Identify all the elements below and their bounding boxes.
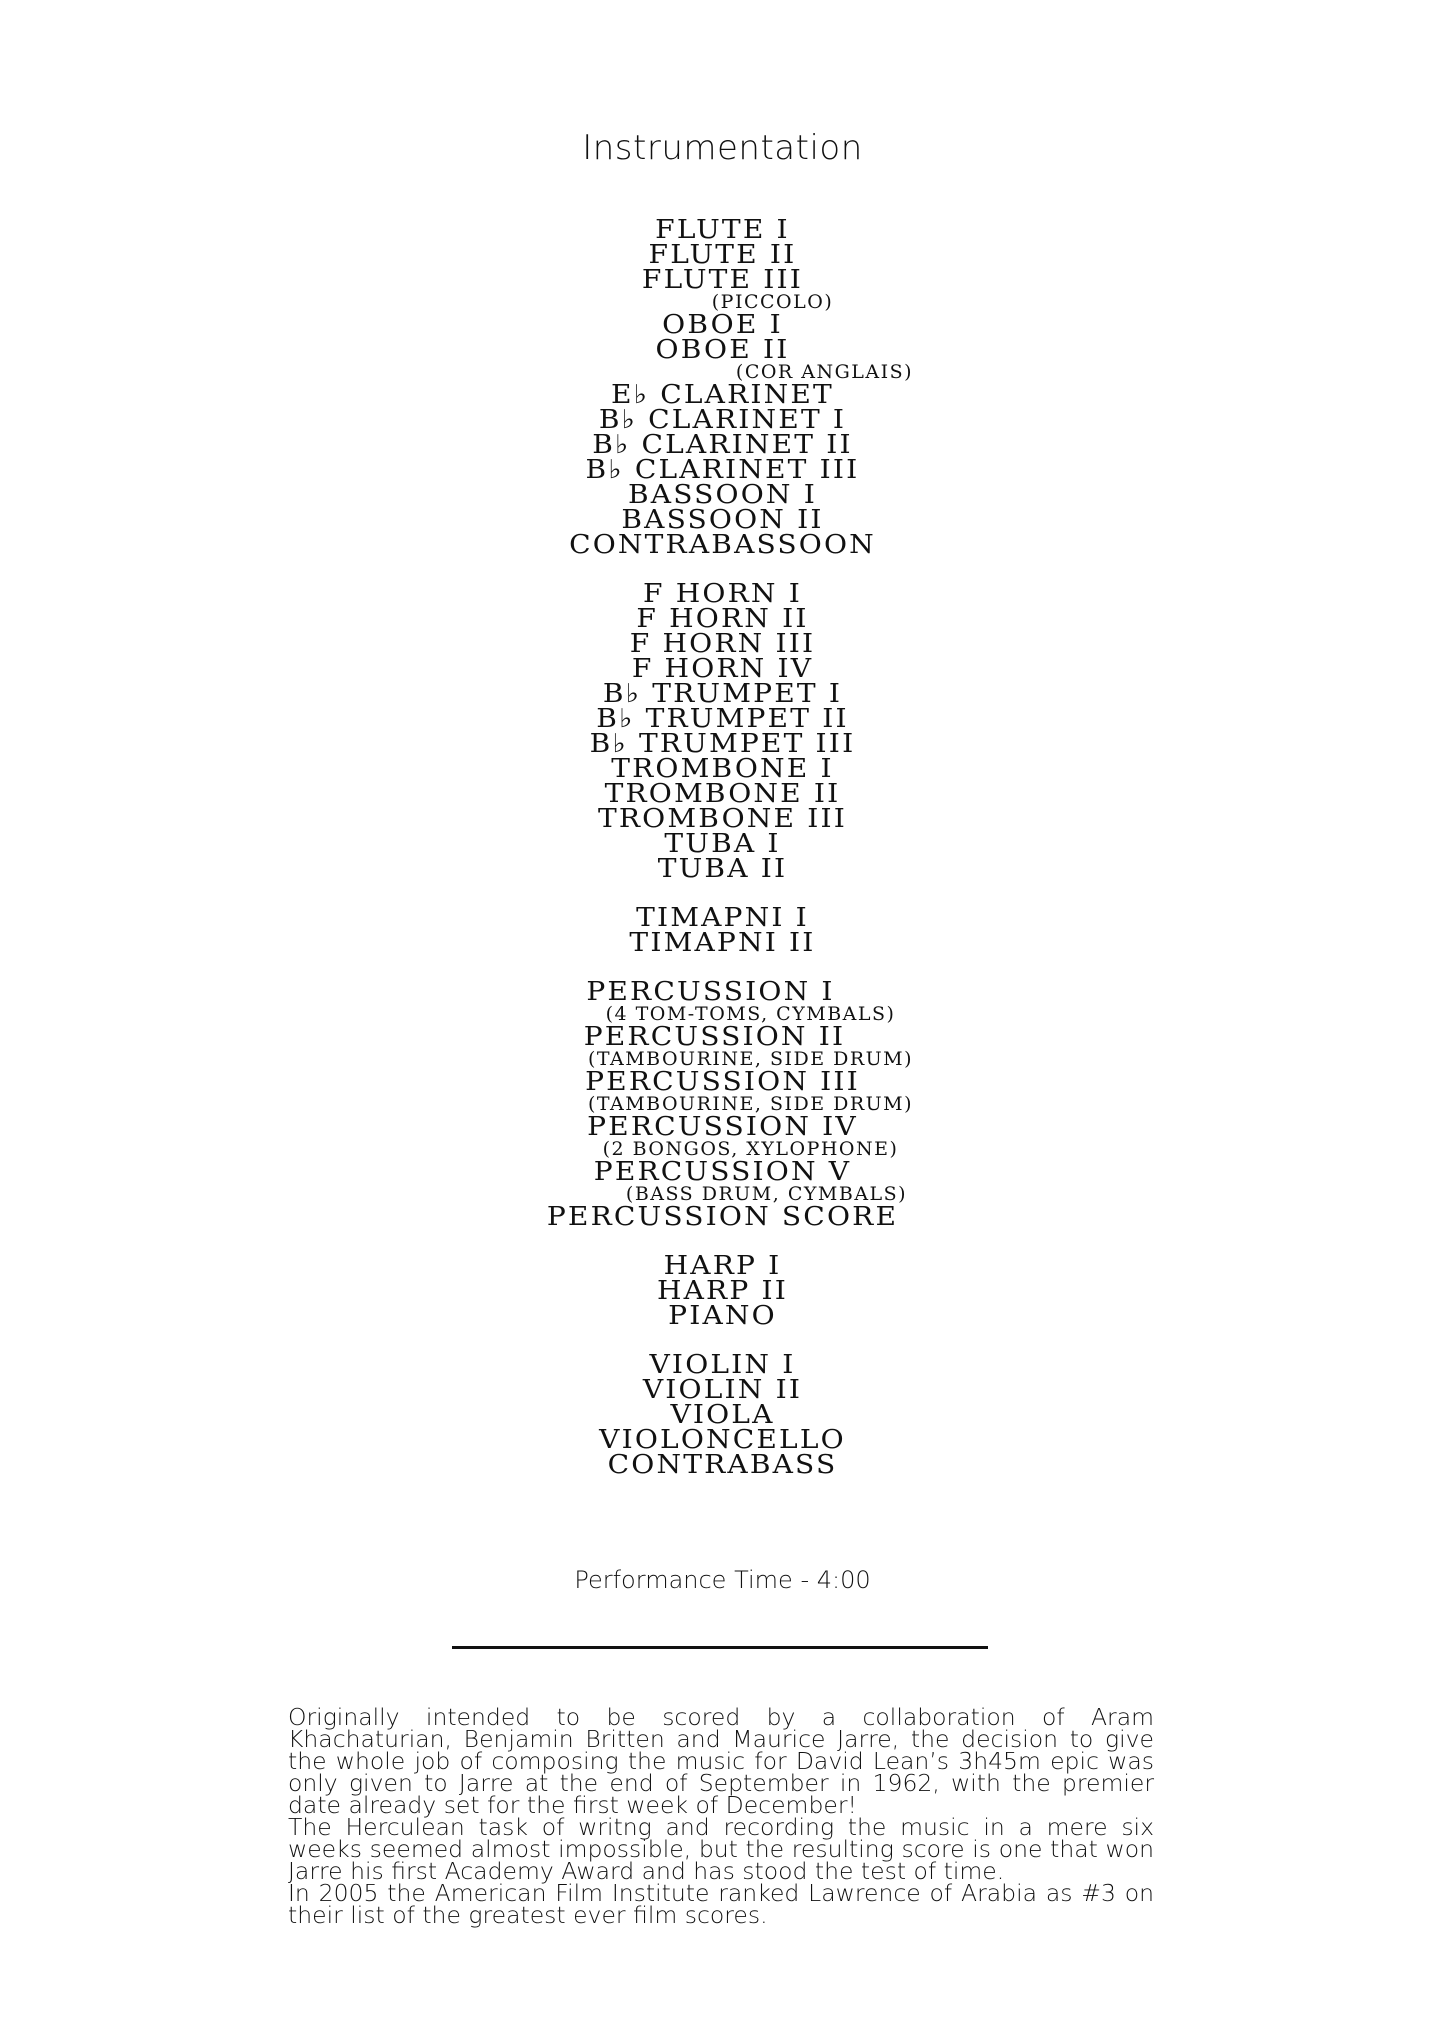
instrument-name: VIOLIN I (649, 1350, 796, 1380)
instrument-name: PERCUSSION III (585, 1067, 860, 1097)
instrument-note: (TAMBOURINE, SIDE DRUM) (587, 1048, 914, 1070)
divider-rule (452, 1646, 988, 1649)
instrument-note: (4 TOM-TOMS, CYMBALS) (605, 1003, 896, 1025)
instrument-name: B♭ CLARINET II (592, 430, 853, 460)
instrument-name: BASSOON I (628, 480, 817, 510)
notes-paragraph: Originally intended to be scored by a collaboration of Aram Khachaturian, Benjamin Britten and Maurice Jarre, the decision to give the whole job of composing the music for David Lean’s 3h45m epic was only given to Jarre at the end of September in 1962, with the premier date already set for the first week of December! (288, 1703, 1154, 1819)
notes-paragraph: In 2005 the American Film Institute ranked Lawrence of Arabia as #3 on their list of the greatest ever film scores. (288, 1879, 1154, 1929)
instrument-name: TROMBONE II (604, 779, 841, 809)
instrument-list (0, 215, 1445, 1480)
instrument-name: HARP II (656, 1276, 789, 1306)
instrument-name: TROMBONE I (611, 754, 834, 784)
instrument-name: PERCUSSION IV (587, 1112, 858, 1142)
instrument-name: CONTRABASS (607, 1450, 838, 1480)
instrument-name: B♭ CLARINET I (598, 405, 847, 435)
instrument-note: (PICCOLO) (711, 291, 834, 313)
instrument-name: B♭ TRUMPET I (602, 679, 843, 709)
instrument-note: (BASS DRUM, CYMBALS) (625, 1183, 908, 1205)
instrument-name: OBOE II (655, 335, 790, 365)
instrument-name: B♭ TRUMPET II (596, 704, 849, 734)
instrument-name: TIMAPNI I (636, 903, 809, 933)
instrument-name: PERCUSSION V (593, 1157, 852, 1187)
instrument-note: (TAMBOURINE, SIDE DRUM) (587, 1093, 914, 1115)
notes-paragraph: The Herculean task of writng and recording the music in a mere six weeks seemed almost impossible, but the resulting score is one that won Jarre his first Academy Award and has stood the test of time. (288, 1813, 1154, 1885)
instrument-name: BASSOON II (621, 505, 824, 535)
instrument-name: F HORN IV (631, 654, 814, 684)
instrument-name: CONTRABASSOON (569, 530, 876, 560)
program-notes (288, 1703, 1154, 1929)
instrument-name: PERCUSSION SCORE (546, 1202, 899, 1232)
instrument-name: PIANO (668, 1301, 777, 1331)
instrument-name: B♭ CLARINET III (585, 455, 860, 485)
instrument-name: F HORN II (636, 604, 809, 634)
instrument-name: TROMBONE III (597, 804, 848, 834)
instrument-name: VIOLIN II (642, 1375, 803, 1405)
instrument-name: B♭ TRUMPET III (589, 729, 856, 759)
performance-time: Performance Time - 4:00 (574, 1566, 871, 1594)
instrument-name: TUBA II (657, 854, 788, 884)
instrument-name: FLUTE III (641, 265, 804, 295)
instrument-note: (2 BONGOS, XYLOPHONE) (602, 1138, 899, 1160)
instrument-name: FLUTE I (655, 215, 790, 245)
instrument-name: TIMAPNI II (629, 928, 816, 958)
instrument-name: OBOE I (662, 310, 783, 340)
instrument-note: (COR ANGLAIS) (735, 361, 914, 383)
instrument-name: E♭ CLARINET (611, 380, 834, 410)
instrument-name: F HORN III (629, 629, 816, 659)
instrument-name: PERCUSSION I (586, 977, 835, 1007)
instrument-name: TUBA I (664, 829, 781, 859)
instrument-name: PERCUSSION II (583, 1022, 846, 1052)
instrument-name: F HORN I (643, 579, 802, 609)
page-title: Instrumentation (582, 128, 863, 168)
instrument-name: FLUTE II (648, 240, 797, 270)
instrument-name: VIOLA (670, 1400, 775, 1430)
instrument-name: VIOLONCELLO (599, 1425, 846, 1455)
instrument-name: HARP I (663, 1251, 782, 1281)
